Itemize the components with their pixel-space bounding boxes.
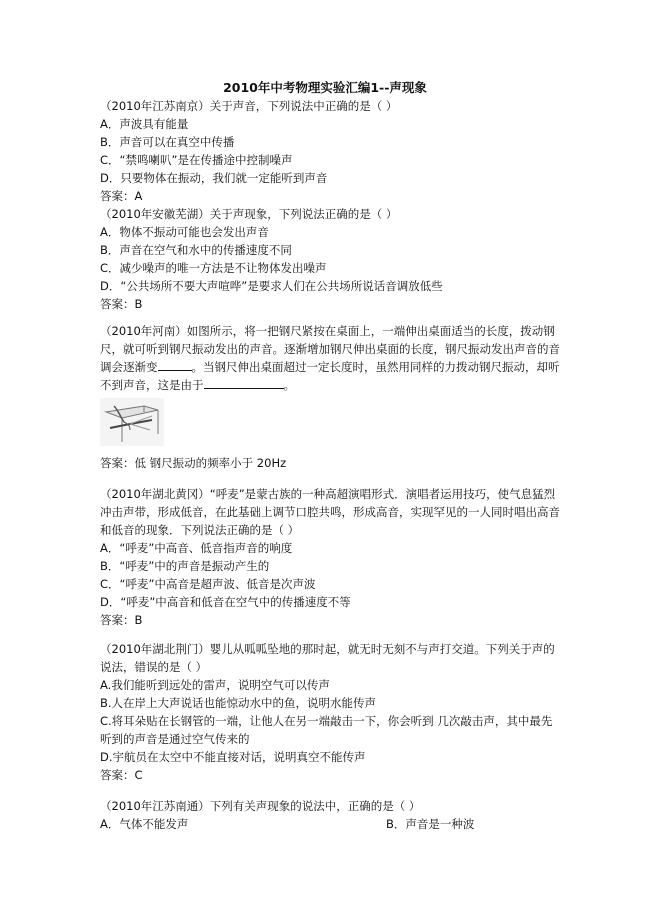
q3-line-2: 尺，就可听到钢尺振动发出的声音。逐渐增加钢尺伸出桌面的长度，钢尺振动发出声音的音 xyxy=(100,342,560,356)
q1-option-d: D．只要物体在振动，我们就一定能听到声音 xyxy=(100,171,328,185)
q4-answer: 答案：B xyxy=(100,613,143,627)
page-title: 2010年中考物理实验汇编1--声现象 xyxy=(223,80,427,95)
q3-line-4 xyxy=(100,376,560,394)
q5-option-d: D.宇航员在太空中不能直接对话，说明真空不能传声 xyxy=(100,750,366,764)
q3-answer: 答案：低 钢尺振动的频率小于 20Hz xyxy=(100,456,287,470)
q2-answer: 答案：B xyxy=(100,297,143,311)
q4-line-3: 和低音的现象．下列说法正确的是（ ） xyxy=(100,523,300,537)
q3-line-4-start: 不到声音，这是由于 xyxy=(100,378,204,392)
q5-option-c-continued: 听到的声音是通过空气传来的 xyxy=(100,732,250,746)
q4-line-2: 冲击声带，形成低音，在此基础上调节口腔共鸣，形成高音，实现罕见的一人同时唱出高音 xyxy=(100,505,560,519)
q5-option-c: C.将耳朵贴在长钢管的一端，让他人在另一端敲击一下，你会听到 几次敲击声，其中最先 xyxy=(100,714,553,728)
q4-option-a: A．“呼麦”中高音、低音指声音的响度 xyxy=(100,541,293,555)
q3-line-1: （2010年河南）如图所示，将一把钢尺紧按在桌面上，一端伸出桌面适当的长度，拨动钢 xyxy=(100,324,555,338)
q5-option-b: B.人在岸上大声说话也能惊动水中的鱼，说明水能传声 xyxy=(100,696,377,710)
q5-line-1: （2010年湖北荆门）婴儿从呱呱坠地的那时起，就无时无刻不与声打交道。下列关于声的 xyxy=(100,642,555,656)
q2-option-d: D．“公共场所不要大声喧哗”是要求人们在公共场所说话音调放低些 xyxy=(100,279,443,293)
q5-option-a: A.我们能听到远处的雷声，说明空气可以传声 xyxy=(100,678,330,692)
q6-option-a: A．气体不能发声 xyxy=(100,817,189,831)
q6-option-b: B．声音是一种波 xyxy=(386,817,475,831)
q6-options-row xyxy=(100,815,560,833)
q4-option-d: D．“呼麦”中高音和低音在空气中的传播速度不等 xyxy=(100,595,351,609)
q2-option-a: A．物体不振动可能也会发出声音 xyxy=(100,225,269,239)
q2-stem: （2010年安徽芜湖）关于声现象，下列说法正确的是（ ） xyxy=(100,207,398,221)
steel-ruler-figure xyxy=(100,398,164,446)
q1-stem: （2010年江苏南京）关于声音，下列说法中正确的是（ ） xyxy=(100,99,398,113)
q2-option-c: C．减少噪声的唯一方法是不让物体发出噪声 xyxy=(100,261,327,275)
q5-line-2: 说法，错误的是（ ） xyxy=(100,660,208,674)
q3-blank-2 xyxy=(204,376,284,389)
q1-option-c: C．“禁鸣喇叭”是在传播途中控制噪声 xyxy=(100,153,293,167)
q3-line-3-end: 。当钢尺伸出桌面超过一定长度时，虽然用同样的力拨动钢尺振动，却听 xyxy=(191,360,560,374)
q4-option-b: B．“呼麦”中的声音是振动产生的 xyxy=(100,559,270,573)
q4-line-1: （2010年湖北黄冈）“呼麦”是蒙古族的一种高超演唱形式．演唱者运用技巧，使气息猛烈 xyxy=(100,487,556,501)
steel-ruler-illustration xyxy=(100,398,164,446)
q4-option-c: C．“呼麦”中高音是超声波、低音是次声波 xyxy=(100,577,316,591)
q1-option-b: B．声音可以在真空中传播 xyxy=(100,135,235,149)
q3-line-3 xyxy=(100,358,560,376)
q6-stem: （2010年江苏南通）下列有关声现象的说法中，正确的是（ ） xyxy=(100,799,421,813)
q1-option-a: A．声波具有能量 xyxy=(100,117,189,131)
q2-option-b: B．声音在空气和水中的传播速度不同 xyxy=(100,243,292,257)
q1-answer: 答案：A xyxy=(100,189,143,203)
q3-blank-1 xyxy=(158,358,192,371)
q3-line-4-end: 。 xyxy=(283,378,295,392)
q5-answer: 答案：C xyxy=(100,768,143,782)
q3-line-3-start: 调会逐渐变 xyxy=(100,360,158,374)
